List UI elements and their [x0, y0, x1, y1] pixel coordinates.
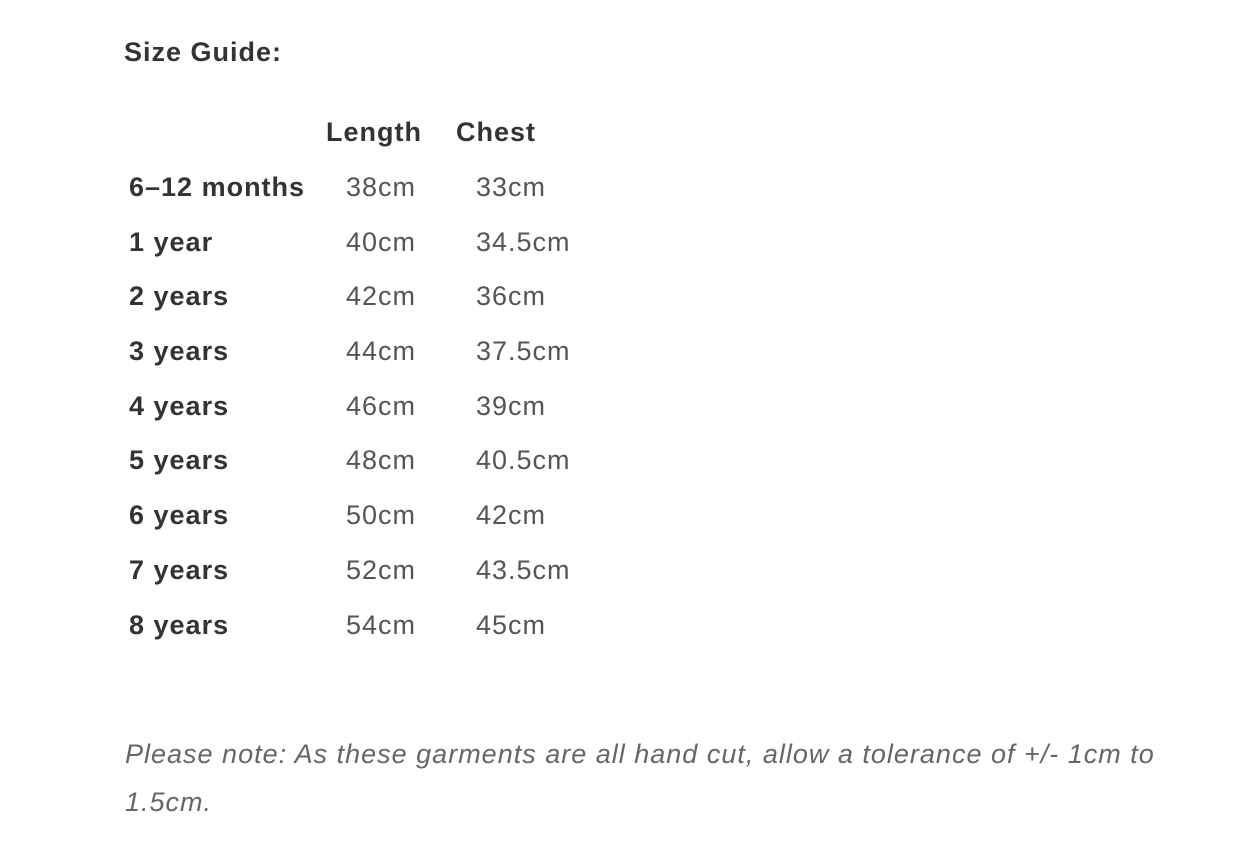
size-label: 2 years: [129, 281, 230, 312]
chest-value: 36cm: [476, 281, 547, 312]
table-row: [0, 597, 800, 652]
length-column-header: Length: [326, 117, 422, 147]
length-value: 42cm: [346, 281, 417, 312]
size-label: 7 years: [129, 554, 230, 585]
chest-value: 39cm: [476, 390, 547, 421]
length-value: 40cm: [346, 226, 417, 257]
chest-value: 43.5cm: [476, 554, 571, 585]
table-row: [0, 214, 800, 269]
size-label: 5 years: [129, 445, 230, 476]
chest-value: 42cm: [476, 500, 547, 531]
length-value: 38cm: [346, 172, 417, 202]
table-row: [0, 378, 800, 433]
size-label: 8 years: [129, 609, 230, 640]
length-value: 44cm: [346, 336, 417, 367]
chest-value: 40.5cm: [476, 445, 571, 476]
tolerance-note: Please note: As these garments are all hand cut, allow a tolerance of +/- 1cm to 1.5cm.: [125, 739, 1155, 817]
length-value: 48cm: [346, 445, 417, 476]
length-value: 52cm: [346, 554, 417, 585]
chest-value: 34.5cm: [476, 226, 571, 257]
table-row: [0, 432, 800, 487]
table-row: [0, 268, 800, 323]
chest-column-header: Chest: [456, 117, 537, 147]
length-value: 50cm: [346, 500, 417, 531]
size-table: [0, 159, 800, 651]
size-label: 6 years: [129, 500, 230, 531]
size-label: 3 years: [129, 336, 230, 367]
table-row: [0, 323, 800, 378]
table-row: [0, 487, 800, 542]
size-label: 4 years: [129, 390, 230, 421]
chest-value: 33cm: [476, 172, 547, 202]
size-label: 1 year: [129, 226, 214, 257]
length-value: 46cm: [346, 390, 417, 421]
size-guide-title: Size Guide:: [124, 37, 283, 67]
chest-value: 45cm: [476, 609, 547, 640]
length-value: 54cm: [346, 609, 417, 640]
chest-value: 37.5cm: [476, 336, 571, 367]
table-row: [0, 159, 800, 214]
size-label: 6–12 months: [129, 172, 306, 202]
table-row: [0, 542, 800, 597]
